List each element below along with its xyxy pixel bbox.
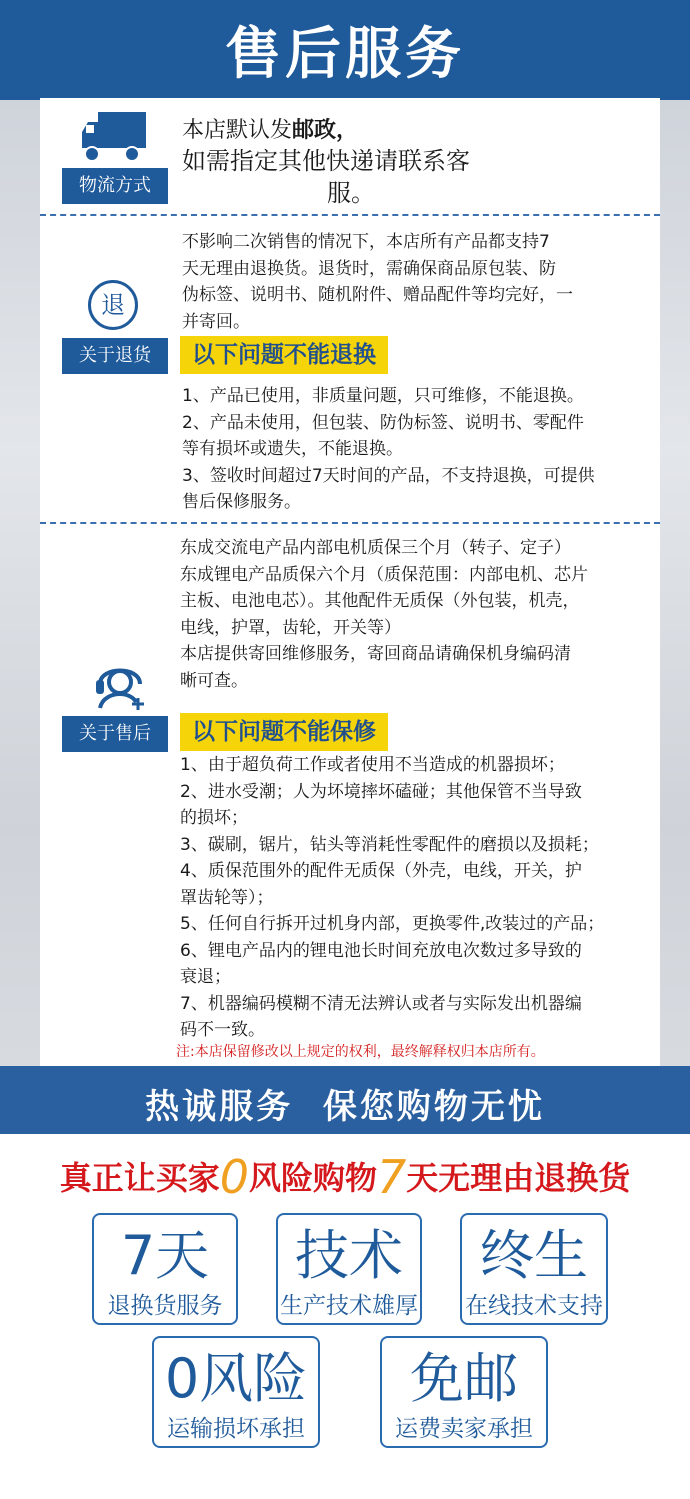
aftersales-intro-line: 东成锂电产品质保六个月（质保范围：内部电机、芯片 <box>180 564 588 585</box>
card-title: 0风险 <box>164 1347 308 1410</box>
service-card <box>152 1336 320 1448</box>
list-item: 2、进水受潮；人为坏境摔坏磕碰；其他保管不当导致 <box>180 781 582 802</box>
card-title: 终生 <box>480 1224 588 1287</box>
aftersales-tag: 关于售后 <box>62 716 168 752</box>
returns-intro-line: 不影响二次销售的情况下，本店所有产品都支持7 <box>182 232 550 252</box>
list-item: 罩齿轮等）； <box>180 887 274 908</box>
logistics-text <box>182 116 470 210</box>
promo-part: 天无理由退换货 <box>406 1159 631 1197</box>
service-card <box>92 1213 238 1325</box>
list-item: 5、任何自行拆开过机身内部，更换零件,改装过的产品； <box>180 914 605 934</box>
aftersales-intro-line: 电线，护罩，齿轮，开关等） <box>180 617 401 638</box>
service-card <box>380 1336 548 1448</box>
section-divider <box>40 214 660 216</box>
logistics-line1-bold: 邮政， <box>292 118 359 143</box>
list-item: 3、签收时间超过7天时间的产品，不支持退换，可提供 <box>182 465 595 486</box>
returns-intro-line: 伪标签、说明书、随机附件、赠品配件等均完好，一 <box>182 285 573 305</box>
list-item: 4、质保范围外的配件无质保（外壳，电线，开关，护 <box>180 861 582 881</box>
card-subtitle: 生产技术雄厚 <box>280 1293 418 1319</box>
card-title: 免邮 <box>410 1347 518 1410</box>
list-item: 2、产品未使用，但包装、防伪标签、说明书、零配件 <box>182 412 584 433</box>
list-item: 1、产品已使用，非质量问题，只可维修，不能退换。 <box>182 386 584 406</box>
aftersales-intro <box>180 535 588 694</box>
list-item: 1、由于超负荷工作或者使用不当造成的机器损坏； <box>180 755 565 775</box>
service-card <box>276 1213 422 1325</box>
header-banner <box>0 0 690 100</box>
service-card <box>460 1213 608 1325</box>
returns-intro-line: 天无理由退换货。退货时，需确保商品原包装、防 <box>182 258 556 279</box>
aftersales-intro-line: 东成交流电产品内部电机质保三个月（转子、定子） <box>180 538 571 558</box>
logistics-line1: 本店默认发 <box>182 118 293 143</box>
return-icon <box>88 280 138 330</box>
list-item: 码不一致。 <box>180 1020 265 1040</box>
page-title: 售后服务 <box>225 22 465 87</box>
list-item: 等有损坏或遗失，不能退换。 <box>182 439 403 459</box>
disclaimer-note: 注:本店保留修改以上规定的权利，最终解释权归本店所有。 <box>176 1044 545 1060</box>
list-item: 3、碳刷，锯片，钻头等消耗性零配件的磨损以及损耗； <box>180 834 599 855</box>
truck-icon <box>78 108 150 168</box>
promo-number: 7 <box>377 1150 407 1204</box>
card-subtitle: 在线技术支持 <box>465 1293 603 1319</box>
list-item: 7、机器编码模糊不清无法辨认或者与实际发出机器编 <box>180 993 582 1014</box>
no-warranty-list <box>180 752 604 1044</box>
no-return-list <box>182 383 595 516</box>
no-warranty-heading: 以下问题不能保修 <box>180 713 388 751</box>
returns-intro <box>182 229 573 335</box>
returns-tag: 关于退货 <box>62 338 168 374</box>
logistics-tag: 物流方式 <box>62 168 168 204</box>
promo-part: 真正让买家 <box>59 1159 220 1197</box>
return-icon-char: 退 <box>101 291 125 319</box>
aftersales-intro-line: 本店提供寄回维修服务，寄回商品请确保机身编码清 <box>180 644 571 664</box>
card-subtitle: 运输损坏承担 <box>167 1416 305 1442</box>
no-return-heading: 以下问题不能退换 <box>180 336 388 374</box>
logistics-line3: 服。 <box>327 179 375 207</box>
aftersales-intro-line: 晰可查。 <box>180 670 248 691</box>
list-item: 6、锂电产品内的锂电池长时间充放电次数过多导致的 <box>180 940 582 961</box>
card-title: 7天 <box>120 1224 210 1287</box>
returns-intro-line: 并寄回。 <box>182 311 250 332</box>
section-divider <box>40 522 660 524</box>
customer-service-icon <box>90 654 150 712</box>
card-subtitle: 运费卖家承担 <box>395 1416 533 1442</box>
band-slogan: 热诚服务 保您购物无忧 <box>145 1087 545 1127</box>
service-band <box>0 1066 690 1134</box>
aftersales-intro-line: 主板、电池电芯）。其他配件无质保（外包装，机壳， <box>180 591 580 611</box>
promo-part: 风险购物 <box>248 1159 377 1197</box>
promo-headline <box>0 1150 690 1204</box>
list-item: 衰退； <box>180 967 231 987</box>
promo-number: 0 <box>219 1150 249 1204</box>
card-title: 技术 <box>295 1224 403 1287</box>
card-subtitle: 退换货服务 <box>107 1293 223 1319</box>
list-item: 售后保修服务。 <box>182 492 301 512</box>
logistics-line2: 如需指定其他快递请联系客 <box>182 147 470 175</box>
list-item: 的损坏； <box>180 808 248 828</box>
